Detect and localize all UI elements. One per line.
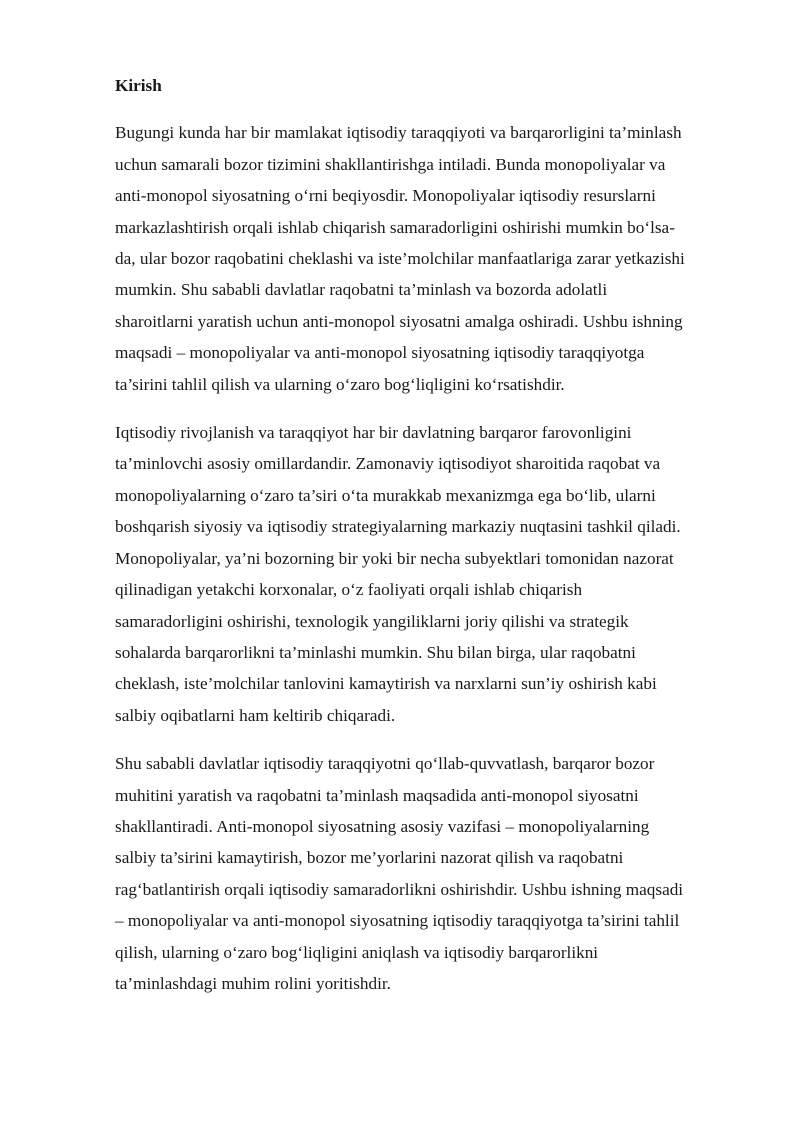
paragraph-line: qilish, ularning o‘zaro bog‘liqligini aniqlash va iqtisodiy barqarorlikni	[115, 942, 599, 962]
paragraph-line: Iqtisodiy rivojlanish va taraqqiyot har bir davlatning barqaror farovonligini	[115, 423, 632, 443]
paragraph-line: samaradorligini oshirishi, texnologik yangiliklarni joriy qilishi va strategik	[115, 611, 629, 631]
paragraph-1	[115, 117, 740, 400]
document-page	[115, 70, 740, 1016]
section-heading: Kirish	[115, 76, 162, 95]
paragraph-line: sohalarda barqarorlikni ta’minlashi mumkin. Shu bilan birga, ular raqobatni	[115, 642, 636, 662]
paragraph-line: – monopoliyalar va anti-monopol siyosatning iqtisodiy taraqqiyotga ta’sirini tahlil	[115, 911, 680, 931]
paragraph-line: markazlashtirish orqali ishlab chiqarish samaradorligini oshirishi mumkin bo‘lsa-	[115, 217, 675, 237]
paragraph-line: ta’minlashdagi muhim rolini yoritishdir.	[115, 973, 391, 993]
paragraph-3	[115, 748, 740, 999]
paragraph-line: da, ular bozor raqobatini cheklashi va iste’molchilar manfaatlariga zarar yetkazishi	[115, 249, 685, 269]
paragraph-2	[115, 417, 740, 731]
paragraph-line: maqsadi – monopoliyalar va anti-monopol siyosatning iqtisodiy taraqqiyotga	[115, 343, 645, 363]
paragraph-line: mumkin. Shu sababli davlatlar raqobatni ta’minlash va bozorda adolatli	[115, 280, 608, 300]
paragraph-line: salbiy oqibatlarni ham keltirib chiqaradi.	[115, 705, 396, 725]
paragraph-line: ta’sirini tahlil qilish va ularning o‘zaro bog‘liqligini ko‘rsatishdir.	[115, 374, 565, 394]
paragraph-line: shakllantiradi. Anti-monopol siyosatning asosiy vazifasi – monopoliyalarning	[115, 816, 650, 836]
paragraph-line: monopoliyalarning o‘zaro ta’siri o‘ta murakkab mexanizmga ega bo‘lib, ularni	[115, 485, 656, 505]
paragraph-line: sharoitlarni yaratish uchun anti-monopol siyosatni amalga oshiradi. Ushbu ishning	[115, 311, 683, 331]
paragraph-line: boshqarish siyosiy va iqtisodiy strategiyalarning markaziy nuqtasini tashkil qiladi.	[115, 517, 681, 537]
paragraph-line: Monopoliyalar, ya’ni bozorning bir yoki bir necha subyektlari tomonidan nazorat	[115, 548, 674, 568]
paragraph-line: muhitini yaratish va raqobatni ta’minlash maqsadida anti-monopol siyosatni	[115, 785, 639, 805]
paragraph-line: qilinadigan yetakchi korxonalar, o‘z faoliyati orqali ishlab chiqarish	[115, 580, 583, 600]
paragraph-line: rag‘batlantirish orqali iqtisodiy samaradorlikni oshirishdir. Ushbu ishning maqsadi	[115, 879, 684, 899]
paragraph-line: Shu sababli davlatlar iqtisodiy taraqqiyotni qo‘llab-quvvatlash, barqaror bozor	[115, 754, 655, 774]
paragraph-line: ta’minlovchi asosiy omillardandir. Zamonaviy iqtisodiyot sharoitida raqobat va	[115, 454, 661, 474]
paragraph-line: Bugungi kunda har bir mamlakat iqtisodiy taraqqiyoti va barqarorligini ta’minlash	[115, 123, 682, 143]
paragraph-line: anti-monopol siyosatning o‘rni beqiyosdir. Monopoliyalar iqtisodiy resurslarni	[115, 186, 656, 206]
paragraph-line: uchun samarali bozor tizimini shakllantirishga intiladi. Bunda monopoliyalar va	[115, 154, 666, 174]
paragraph-line: salbiy ta’sirini kamaytirish, bozor me’yorlarini nazorat qilish va raqobatni	[115, 848, 624, 868]
paragraph-line: cheklash, iste’molchilar tanlovini kamaytirish va narxlarni sun’iy oshirish kabi	[115, 674, 657, 694]
